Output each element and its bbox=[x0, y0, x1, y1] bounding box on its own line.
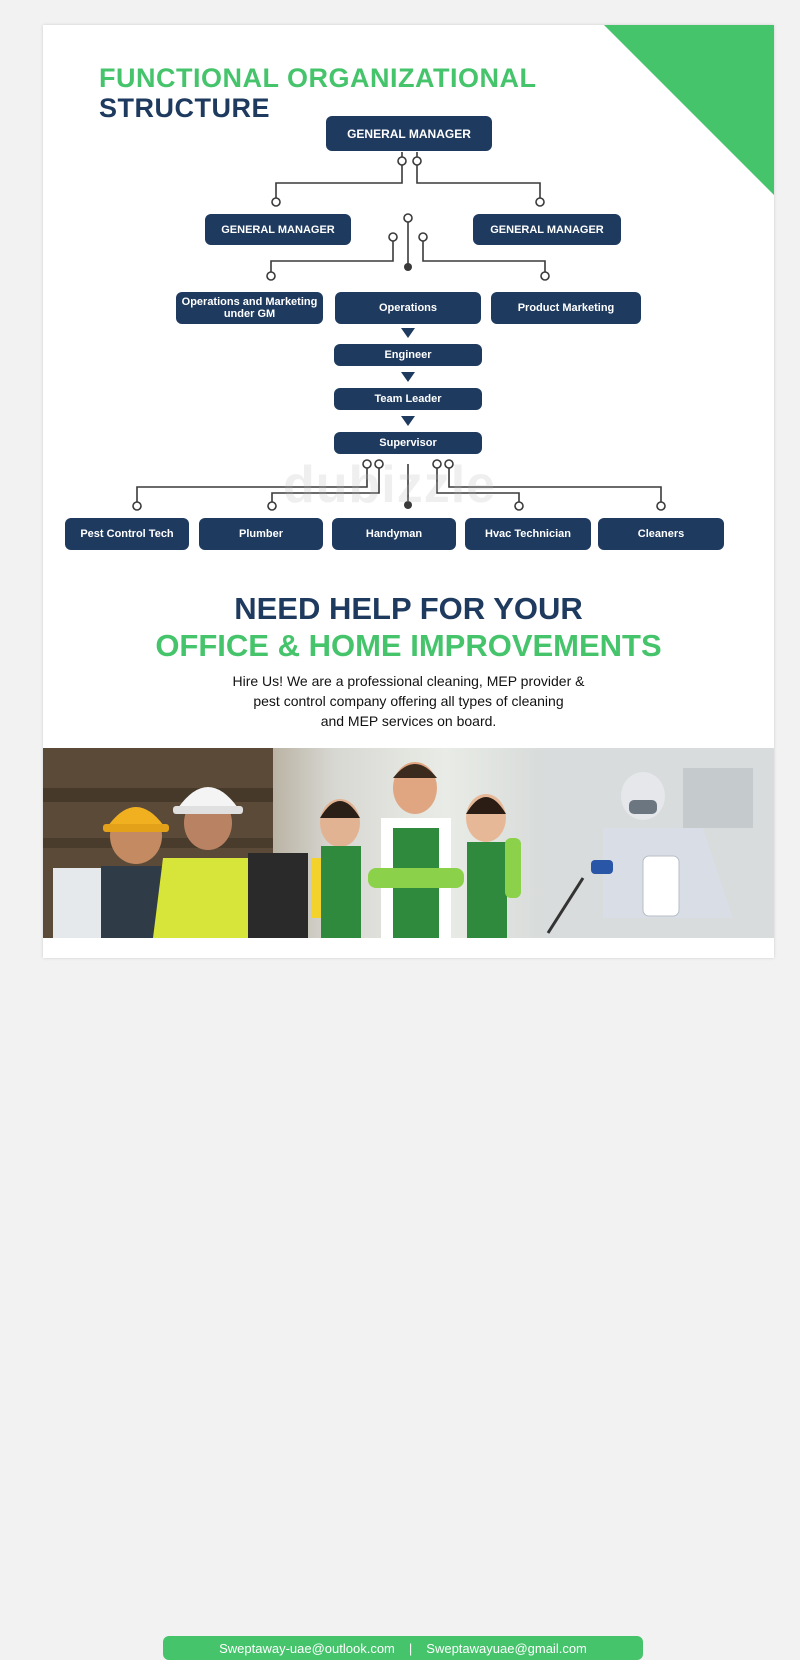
contact-email-bar bbox=[163, 1636, 643, 1660]
promo-description-line-1: Hire Us! We are a professional cleaning, MEP provider & bbox=[232, 673, 585, 689]
cleaner-left-figure bbox=[311, 799, 361, 938]
org-box-plumber: Plumber bbox=[199, 518, 323, 550]
title-line-2: STRUCTURE bbox=[99, 93, 270, 123]
promo-description bbox=[163, 671, 654, 731]
org-box-hvac-technician: Hvac Technician bbox=[465, 518, 591, 550]
org-box-operations: Operations bbox=[335, 292, 481, 324]
cleaner-right-figure bbox=[466, 794, 521, 938]
org-box-handyman: Handyman bbox=[332, 518, 456, 550]
org-box-pest-control-tech: Pest Control Tech bbox=[65, 518, 189, 550]
org-box-general-manager-left: GENERAL MANAGER bbox=[205, 214, 351, 245]
promo-description-line-2: pest control company offering all types of cleaning bbox=[253, 693, 564, 709]
workers-photo-banner bbox=[43, 748, 774, 1656]
org-box-supervisor: Supervisor bbox=[334, 432, 482, 454]
contact-separator: | bbox=[408, 1640, 413, 1656]
headline-line-2: OFFICE & HOME IMPROVEMENTS bbox=[155, 628, 662, 663]
dubizzle-watermark: dubizzle bbox=[283, 456, 497, 514]
org-box-team-leader: Team Leader bbox=[334, 388, 482, 410]
headline-line-1: NEED HELP FOR YOUR bbox=[234, 591, 583, 626]
org-box-cleaners: Cleaners bbox=[598, 518, 724, 550]
org-box-top-general-manager: GENERAL MANAGER bbox=[326, 116, 492, 151]
flyer-page bbox=[43, 25, 774, 1656]
org-box-general-manager-right: GENERAL MANAGER bbox=[473, 214, 621, 245]
promo-description-line-3: and MEP services on board. bbox=[320, 713, 497, 729]
contact-email-gmail[interactable]: Sweptawayuae@gmail.com bbox=[426, 1640, 587, 1656]
org-box-operations-and-marketing: Operations and Marketing under GM bbox=[176, 292, 323, 324]
org-box-engineer: Engineer bbox=[334, 344, 482, 366]
title-line-1: FUNCTIONAL ORGANIZATIONAL bbox=[99, 63, 537, 93]
org-box-product-marketing: Product Marketing bbox=[491, 292, 641, 324]
contact-email-outlook[interactable]: Sweptaway-uae@outlook.com bbox=[219, 1640, 395, 1656]
workers-illustration bbox=[43, 748, 774, 938]
worker-supervisor-figure bbox=[153, 787, 308, 938]
cleaner-center-figure bbox=[368, 762, 464, 938]
